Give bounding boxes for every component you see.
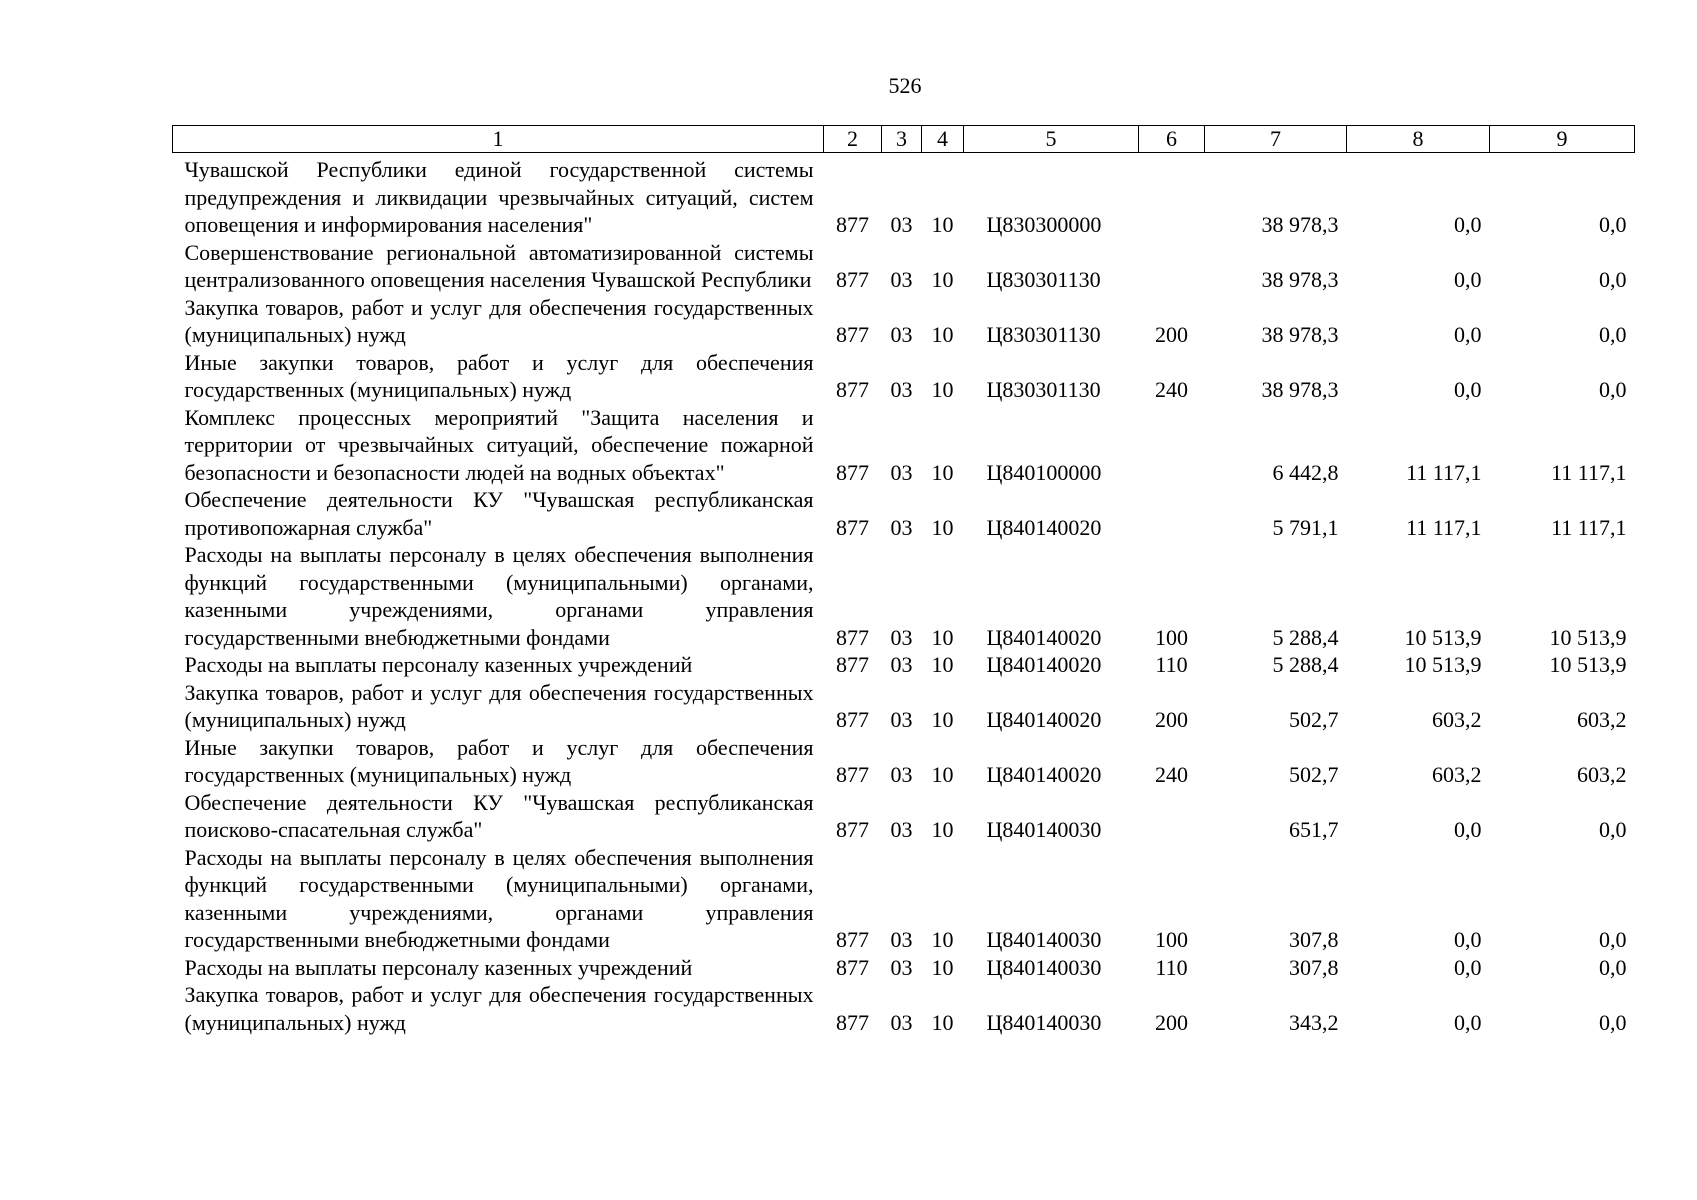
cell-sum-col7: 502,7: [1289, 707, 1339, 732]
header-col-1: 1: [173, 126, 824, 153]
cell-name: Обеспечение деятельности КУ "Чувашская республиканская противопожарная служба": [184, 487, 814, 540]
cell-sum-col7: 307,8: [1289, 927, 1339, 952]
cell-ministry: 877: [836, 762, 869, 787]
cell-subsection: 10: [931, 267, 954, 292]
header-col-8: 8: [1347, 126, 1490, 153]
table-row: [173, 844, 1635, 954]
cell-section: 03: [890, 927, 913, 952]
cell-sum-col9: 0,0: [1599, 1009, 1627, 1035]
cell-sum-col9: 11 117,1: [1551, 514, 1627, 540]
cell-sum-col7: 502,7: [1289, 762, 1339, 787]
cell-sum-col9: 0,0: [1599, 267, 1627, 292]
cell-sum-col9: 10 513,9: [1549, 652, 1627, 677]
cell-sum-col7: 651,7: [1289, 817, 1339, 842]
cell-sum-col9: 0,0: [1599, 212, 1627, 237]
cell-target-code: Ц840140020: [986, 624, 1102, 650]
header-col-7: 7: [1205, 126, 1347, 153]
cell-subsection: 10: [931, 817, 954, 842]
cell-name: Расходы на выплаты персоналу казенных учреждений: [184, 652, 693, 677]
cell-expense-type: 240: [1155, 377, 1188, 402]
cell-name: Закупка товаров, работ и услуг для обеспечения государственных (муниципальных) нужд: [184, 679, 814, 732]
cell-expense-type: 200: [1155, 1009, 1188, 1035]
cell-sum-col9: 10 513,9: [1549, 624, 1627, 650]
cell-ministry: 877: [836, 1009, 869, 1035]
cell-expense-type: 100: [1155, 624, 1188, 650]
table-row: [173, 734, 1635, 789]
cell-sum-col7: 38 978,3: [1261, 322, 1339, 347]
cell-name: Расходы на выплаты персоналу в целях обеспечения выполнения функций государственными (муниципальными) органами, казенными учреждениями, органами управления государственными внебюджетными фондами: [184, 542, 814, 650]
header-col-9: 9: [1490, 126, 1635, 153]
cell-section: 03: [890, 1009, 913, 1035]
cell-sum-col8: 0,0: [1454, 1009, 1482, 1035]
cell-sum-col7: 5 791,1: [1272, 514, 1339, 540]
cell-ministry: 877: [836, 624, 869, 650]
cell-sum-col7: 5 288,4: [1272, 652, 1339, 677]
table-row: [173, 954, 1635, 982]
header-row: [173, 126, 1635, 153]
cell-name: Закупка товаров, работ и услуг для обеспечения государственных (муниципальных) нужд: [184, 982, 814, 1035]
cell-sum-col8: 0,0: [1454, 377, 1482, 402]
cell-sum-col7: 38 978,3: [1261, 267, 1339, 292]
table-row: [173, 349, 1635, 404]
cell-sum-col9: 0,0: [1599, 377, 1627, 402]
table-row: [173, 404, 1635, 487]
cell-target-code: Ц840140030: [986, 954, 1102, 980]
table-row: [173, 239, 1635, 294]
cell-sum-col7: 38 978,3: [1261, 212, 1339, 237]
cell-ministry: 877: [836, 459, 869, 485]
cell-name: Обеспечение деятельности КУ "Чувашская республиканская поисково-спасательная служба": [184, 789, 814, 842]
cell-subsection: 10: [931, 377, 954, 402]
cell-ministry: 877: [836, 514, 869, 540]
header-col-5: 5: [964, 126, 1139, 153]
cell-sum-col9: 0,0: [1599, 322, 1627, 347]
cell-expense-type: 110: [1155, 652, 1188, 677]
cell-sum-col8: 0,0: [1454, 927, 1482, 952]
cell-ministry: 877: [836, 377, 869, 402]
cell-name: Расходы на выплаты персоналу в целях обеспечения выполнения функций государственными (муниципальными) органами, казенными учреждениями, органами управления государственными внебюджетными фондами: [184, 844, 814, 952]
cell-target-code: Ц830301130: [986, 377, 1101, 402]
cell-sum-col7: 6 442,8: [1272, 459, 1339, 485]
cell-subsection: 10: [931, 624, 954, 650]
cell-target-code: Ц830301130: [986, 267, 1101, 292]
cell-subsection: 10: [931, 762, 954, 787]
cell-section: 03: [890, 624, 913, 650]
cell-sum-col9: 603,2: [1577, 707, 1627, 732]
cell-subsection: 10: [931, 707, 954, 732]
cell-name: Комплекс процессных мероприятий "Защита населения и территории от чрезвычайных ситуаций, обеспечение пожарной безопасности и безопасности людей на водных объектах": [184, 404, 814, 485]
cell-section: 03: [890, 707, 913, 732]
cell-name: Иные закупки товаров, работ и услуг для обеспечения государственных (муниципальных) нужд: [184, 734, 814, 787]
cell-subsection: 10: [931, 652, 954, 677]
table-row: [173, 679, 1635, 734]
cell-ministry: 877: [836, 927, 869, 952]
cell-sum-col9: 0,0: [1599, 927, 1627, 952]
cell-subsection: 10: [931, 514, 954, 540]
cell-name: Расходы на выплаты персоналу казенных учреждений: [184, 954, 693, 980]
cell-subsection: 10: [931, 459, 954, 485]
cell-ministry: 877: [836, 322, 869, 347]
cell-name: Закупка товаров, работ и услуг для обеспечения государственных (муниципальных) нужд: [184, 294, 814, 347]
cell-expense-type: [1139, 486, 1205, 541]
table-row: [173, 153, 1635, 239]
cell-target-code: Ц840140030: [986, 927, 1102, 952]
header-col-4: 4: [922, 126, 964, 153]
table-header: [173, 126, 1635, 153]
cell-sum-col7: 38 978,3: [1261, 377, 1339, 402]
cell-section: 03: [890, 212, 913, 237]
cell-sum-col8: 0,0: [1454, 212, 1482, 237]
cell-sum-col7: 5 288,4: [1272, 624, 1339, 650]
cell-expense-type: [1139, 789, 1205, 844]
cell-expense-type: [1139, 153, 1205, 239]
cell-subsection: 10: [931, 927, 954, 952]
cell-sum-col8: 0,0: [1454, 322, 1482, 347]
cell-sum-col8: 0,0: [1454, 954, 1482, 980]
header-col-3: 3: [882, 126, 922, 153]
cell-expense-type: 240: [1155, 762, 1188, 787]
cell-sum-col8: 11 117,1: [1406, 514, 1482, 540]
cell-sum-col9: 0,0: [1599, 817, 1627, 842]
cell-target-code: Ц840140020: [986, 707, 1102, 732]
table-row: [173, 486, 1635, 541]
cell-target-code: Ц840140030: [986, 1009, 1102, 1035]
cell-ministry: 877: [836, 707, 869, 732]
cell-expense-type: 200: [1155, 707, 1188, 732]
cell-ministry: 877: [836, 652, 869, 677]
cell-expense-type: 100: [1155, 927, 1188, 952]
cell-target-code: Ц840100000: [986, 459, 1102, 485]
cell-section: 03: [890, 514, 913, 540]
table-row: [173, 294, 1635, 349]
cell-expense-type: [1139, 404, 1205, 487]
cell-expense-type: 110: [1155, 954, 1188, 980]
cell-expense-type: 200: [1155, 322, 1188, 347]
cell-sum-col8: 0,0: [1454, 817, 1482, 842]
cell-subsection: 10: [931, 954, 954, 980]
cell-section: 03: [890, 817, 913, 842]
cell-section: 03: [890, 652, 913, 677]
table-row: [173, 981, 1635, 1036]
cell-name: Иные закупки товаров, работ и услуг для обеспечения государственных (муниципальных) нужд: [184, 349, 814, 402]
cell-subsection: 10: [931, 1009, 954, 1035]
cell-ministry: 877: [836, 212, 869, 237]
table-row: [173, 789, 1635, 844]
cell-sum-col7: 343,2: [1289, 1009, 1339, 1035]
cell-ministry: 877: [836, 954, 869, 980]
cell-section: 03: [890, 322, 913, 347]
cell-sum-col8: 603,2: [1432, 707, 1482, 732]
header-col-2: 2: [824, 126, 882, 153]
cell-expense-type: [1139, 239, 1205, 294]
cell-target-code: Ц840140020: [986, 652, 1102, 677]
cell-name: Совершенствование региональной автоматизированной системы централизованного оповещения населения Чувашской Республики: [184, 239, 814, 292]
header-col-6: 6: [1139, 126, 1205, 153]
cell-target-code: Ц830301130: [986, 322, 1101, 347]
cell-sum-col7: 307,8: [1289, 954, 1339, 980]
cell-subsection: 10: [931, 212, 954, 237]
cell-target-code: Ц830300000: [986, 212, 1102, 237]
cell-section: 03: [890, 459, 913, 485]
cell-sum-col8: 603,2: [1432, 762, 1482, 787]
cell-sum-col9: 0,0: [1599, 954, 1627, 980]
cell-section: 03: [890, 377, 913, 402]
cell-section: 03: [890, 762, 913, 787]
cell-sum-col8: 0,0: [1454, 267, 1482, 292]
cell-name: Чувашской Республики единой государственной системы предупреждения и ликвидации чрезвычайных ситуаций, систем оповещения и информирования населения": [184, 157, 814, 237]
page-number: 526: [888, 73, 922, 98]
cell-sum-col9: 603,2: [1577, 762, 1627, 787]
cell-sum-col8: 10 513,9: [1404, 652, 1482, 677]
table-body: [173, 153, 1635, 1037]
cell-target-code: Ц840140030: [986, 817, 1102, 842]
cell-ministry: 877: [836, 267, 869, 292]
cell-ministry: 877: [836, 817, 869, 842]
cell-sum-col9: 11 117,1: [1551, 459, 1627, 485]
table-row: [173, 651, 1635, 679]
budget-table: [172, 125, 1635, 1036]
table-row: [173, 541, 1635, 651]
cell-sum-col8: 10 513,9: [1404, 624, 1482, 650]
cell-subsection: 10: [931, 322, 954, 347]
cell-target-code: Ц840140020: [986, 514, 1102, 540]
cell-section: 03: [890, 954, 913, 980]
cell-target-code: Ц840140020: [986, 762, 1102, 787]
cell-sum-col8: 11 117,1: [1406, 459, 1482, 485]
cell-section: 03: [890, 267, 913, 292]
